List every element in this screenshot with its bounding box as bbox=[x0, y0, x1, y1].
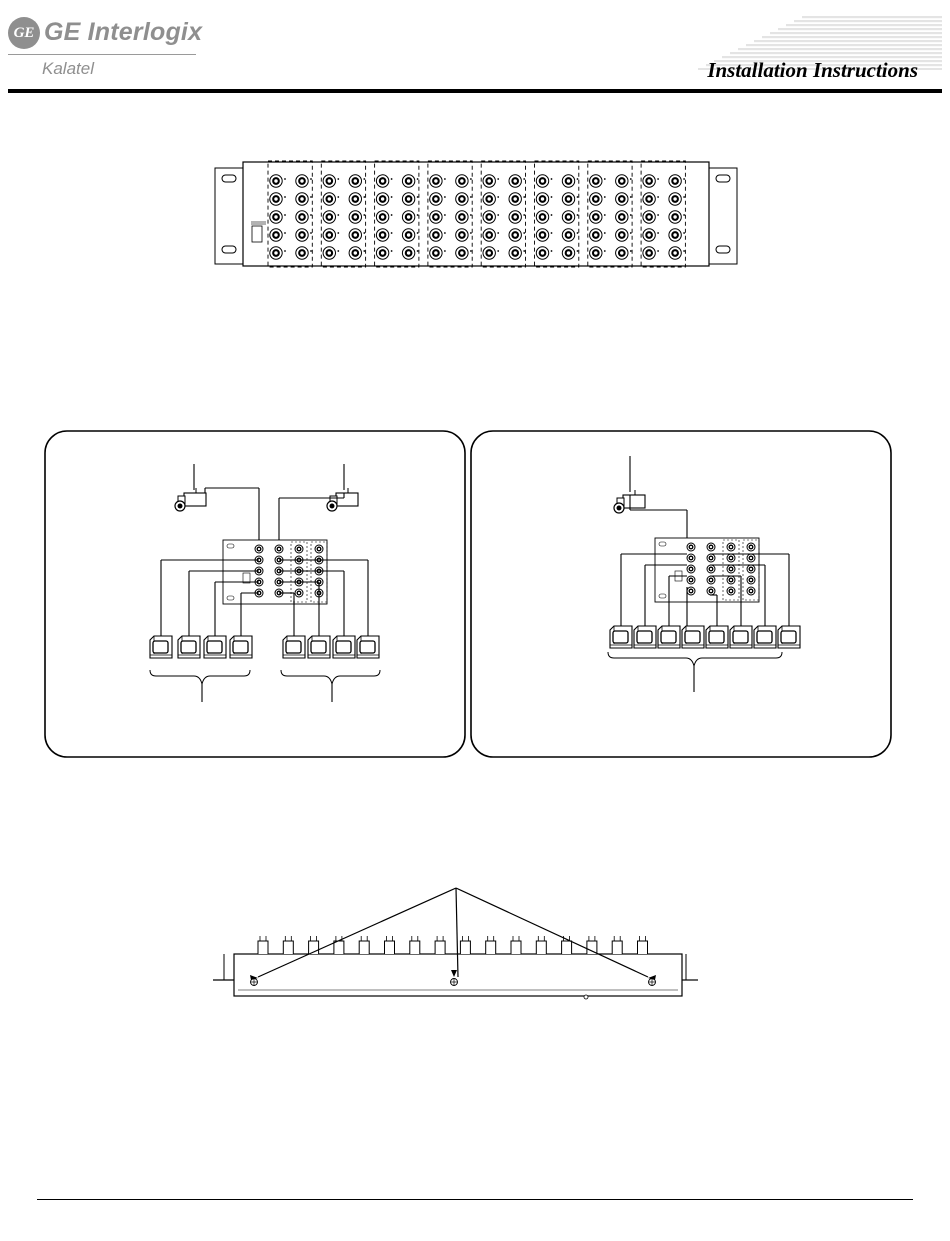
label-dot bbox=[363, 250, 365, 252]
label-dot bbox=[523, 178, 525, 180]
bnc-connector-icon bbox=[402, 247, 414, 259]
bnc-connector-icon bbox=[687, 554, 695, 562]
stripe-line bbox=[746, 44, 942, 46]
bnc-connector-icon bbox=[747, 576, 755, 584]
label-dot bbox=[470, 232, 472, 234]
label-dot bbox=[417, 196, 419, 198]
stripe-line bbox=[802, 16, 942, 18]
bnc-connector-icon bbox=[643, 175, 655, 187]
bnc-connector-icon bbox=[707, 587, 715, 595]
bnc-connector-icon bbox=[275, 545, 283, 553]
video-monitor-icon bbox=[204, 636, 226, 658]
distribution-panel bbox=[223, 540, 327, 604]
label-dot bbox=[363, 196, 365, 198]
bnc-connector-icon bbox=[376, 193, 388, 205]
bnc-connector-icon bbox=[707, 576, 715, 584]
video-monitor-icon bbox=[754, 626, 776, 648]
label-dot bbox=[577, 232, 579, 234]
bnc-connector-icon bbox=[349, 193, 361, 205]
bnc-connector-side-icon bbox=[359, 941, 369, 954]
bnc-connector-icon bbox=[616, 247, 628, 259]
bnc-connector-icon bbox=[687, 565, 695, 573]
label-dot bbox=[391, 196, 393, 198]
monitor-group-brace bbox=[608, 652, 782, 666]
label-dot bbox=[417, 250, 419, 252]
label-dot bbox=[577, 196, 579, 198]
bnc-connector-icon bbox=[747, 554, 755, 562]
brand-name: GE Interlogix bbox=[44, 18, 203, 46]
bnc-connector-icon bbox=[616, 193, 628, 205]
top-view-figure bbox=[208, 884, 698, 1004]
label-dot bbox=[310, 196, 312, 198]
bnc-connector-icon bbox=[509, 193, 521, 205]
wiring-diagram-left bbox=[44, 430, 468, 760]
label-dot bbox=[284, 250, 286, 252]
bnc-connector-icon bbox=[669, 211, 681, 223]
label-dot bbox=[551, 196, 553, 198]
bnc-connector-icon bbox=[727, 587, 735, 595]
bnc-connector-icon bbox=[456, 175, 468, 187]
mounting-slot bbox=[716, 175, 730, 182]
label-dot bbox=[497, 232, 499, 234]
bnc-connector-icon bbox=[376, 247, 388, 259]
bnc-connector-icon bbox=[430, 211, 442, 223]
stripe-line bbox=[754, 40, 942, 42]
bnc-connector-icon bbox=[296, 175, 308, 187]
label-dot bbox=[604, 250, 606, 252]
label-dot bbox=[470, 178, 472, 180]
stripe-line bbox=[730, 52, 942, 54]
video-monitor-icon bbox=[333, 636, 355, 658]
bnc-connector-icon bbox=[616, 211, 628, 223]
label-dot bbox=[657, 214, 659, 216]
mounting-slot bbox=[222, 246, 236, 253]
video-monitor-icon bbox=[682, 626, 704, 648]
label-dot bbox=[391, 214, 393, 216]
bnc-connector-icon bbox=[456, 193, 468, 205]
label-dot bbox=[284, 214, 286, 216]
video-monitor-icon bbox=[230, 636, 252, 658]
bnc-connector-icon bbox=[430, 193, 442, 205]
distribution-panel bbox=[655, 538, 759, 602]
label-dot bbox=[630, 250, 632, 252]
bnc-connector-icon bbox=[669, 175, 681, 187]
bnc-connector-icon bbox=[483, 193, 495, 205]
mounting-slot bbox=[222, 175, 236, 182]
document-title: Installation Instructions bbox=[707, 58, 918, 82]
label-dot bbox=[523, 196, 525, 198]
label-dot bbox=[683, 178, 685, 180]
chassis-body bbox=[243, 162, 709, 266]
bnc-connector-icon bbox=[295, 589, 303, 597]
video-monitor-icon bbox=[730, 626, 752, 648]
bnc-connector-icon bbox=[590, 193, 602, 205]
bnc-connector-icon bbox=[483, 247, 495, 259]
bnc-connector-icon bbox=[727, 576, 735, 584]
bnc-connector-icon bbox=[376, 175, 388, 187]
video-monitor-icon bbox=[706, 626, 728, 648]
label-dot bbox=[284, 196, 286, 198]
bnc-connector-icon bbox=[707, 565, 715, 573]
label-dot bbox=[337, 196, 339, 198]
bnc-connector-icon bbox=[590, 247, 602, 259]
label-dot bbox=[310, 250, 312, 252]
bnc-connector-icon bbox=[747, 587, 755, 595]
bnc-connector-icon bbox=[687, 576, 695, 584]
label-dot bbox=[470, 214, 472, 216]
bnc-connector-icon bbox=[376, 211, 388, 223]
bnc-connector-side-icon bbox=[385, 941, 395, 954]
header-rule bbox=[8, 89, 942, 93]
bnc-connector-icon bbox=[483, 175, 495, 187]
bnc-connector-icon bbox=[295, 545, 303, 553]
bnc-connector-icon bbox=[747, 565, 755, 573]
label-dot bbox=[551, 178, 553, 180]
stripe-line bbox=[738, 48, 942, 50]
bnc-connector-side-icon bbox=[460, 941, 470, 954]
bnc-connector-icon bbox=[296, 229, 308, 241]
label-dot bbox=[363, 232, 365, 234]
label-dot bbox=[470, 196, 472, 198]
bnc-connector-icon bbox=[669, 229, 681, 241]
label-dot bbox=[551, 250, 553, 252]
label-dot bbox=[630, 196, 632, 198]
bnc-connector-side-icon bbox=[334, 941, 344, 954]
bnc-connector-icon bbox=[349, 247, 361, 259]
bnc-connector-icon bbox=[483, 229, 495, 241]
bnc-connector-icon bbox=[270, 247, 282, 259]
bnc-connector-side-icon bbox=[536, 941, 546, 954]
bnc-connector-icon bbox=[536, 193, 548, 205]
bnc-connector-icon bbox=[687, 543, 695, 551]
bnc-connector-icon bbox=[562, 193, 574, 205]
bnc-connector-icon bbox=[349, 175, 361, 187]
bnc-connector-icon bbox=[643, 247, 655, 259]
bnc-connector-icon bbox=[562, 229, 574, 241]
label-dot bbox=[497, 214, 499, 216]
label-dot bbox=[337, 232, 339, 234]
label-dot bbox=[310, 232, 312, 234]
bnc-connector-side-icon bbox=[638, 941, 648, 954]
ge-interlogix-logo bbox=[8, 14, 203, 86]
label-dot bbox=[577, 250, 579, 252]
cctv-camera-icon bbox=[327, 488, 358, 511]
label-dot bbox=[417, 178, 419, 180]
label-dot bbox=[444, 214, 446, 216]
label-dot bbox=[391, 232, 393, 234]
mounting-slot bbox=[716, 246, 730, 253]
label-dot bbox=[683, 250, 685, 252]
bnc-connector-icon bbox=[270, 229, 282, 241]
label-dot bbox=[444, 250, 446, 252]
bnc-connector-icon bbox=[590, 175, 602, 187]
label-dot bbox=[657, 250, 659, 252]
label-dot bbox=[551, 232, 553, 234]
bnc-connector-icon bbox=[430, 229, 442, 241]
label-dot bbox=[657, 178, 659, 180]
bnc-connector-icon bbox=[456, 229, 468, 241]
bnc-connector-icon bbox=[376, 229, 388, 241]
sub-brand-name: Kalatel bbox=[42, 59, 94, 78]
logo-divider bbox=[8, 54, 196, 55]
bnc-connector-icon bbox=[727, 543, 735, 551]
bnc-connector-icon bbox=[669, 247, 681, 259]
label-dot bbox=[284, 178, 286, 180]
label-dot bbox=[604, 214, 606, 216]
label-dot bbox=[604, 196, 606, 198]
bnc-connector-icon bbox=[402, 175, 414, 187]
label-dot bbox=[604, 178, 606, 180]
bnc-connector-icon bbox=[402, 211, 414, 223]
label-dot bbox=[444, 196, 446, 198]
bnc-connector-icon bbox=[536, 211, 548, 223]
monitor-group-brace bbox=[281, 670, 380, 684]
bnc-connector-side-icon bbox=[562, 941, 572, 954]
bnc-connector-icon bbox=[707, 554, 715, 562]
label-dot bbox=[523, 214, 525, 216]
bnc-connector-icon bbox=[616, 175, 628, 187]
bnc-connector-icon bbox=[536, 247, 548, 259]
bnc-connector-icon bbox=[562, 247, 574, 259]
label-dot bbox=[444, 178, 446, 180]
label-dot bbox=[470, 250, 472, 252]
bnc-connector-icon bbox=[456, 211, 468, 223]
cctv-camera-icon bbox=[175, 488, 206, 511]
label-dot bbox=[337, 214, 339, 216]
bnc-connector-icon bbox=[509, 247, 521, 259]
bnc-connector-icon bbox=[349, 211, 361, 223]
label-dot bbox=[497, 250, 499, 252]
bnc-connector-icon bbox=[270, 175, 282, 187]
bnc-connector-icon bbox=[687, 587, 695, 595]
bnc-connector-icon bbox=[270, 193, 282, 205]
bnc-connector-icon bbox=[669, 193, 681, 205]
front-panel-figure bbox=[214, 160, 742, 270]
bnc-connector-icon bbox=[456, 247, 468, 259]
label-dot bbox=[630, 232, 632, 234]
bnc-connector-icon bbox=[402, 229, 414, 241]
bnc-connector-side-icon bbox=[612, 941, 622, 954]
video-monitor-icon bbox=[658, 626, 680, 648]
bnc-connector-icon bbox=[727, 554, 735, 562]
bnc-connector-side-icon bbox=[283, 941, 293, 954]
wiring-diagram-right bbox=[470, 430, 894, 760]
bnc-connector-icon bbox=[727, 565, 735, 573]
foot-mark bbox=[584, 995, 588, 999]
bnc-connector-icon bbox=[509, 175, 521, 187]
bnc-connector-icon bbox=[643, 193, 655, 205]
video-monitor-icon bbox=[634, 626, 656, 648]
bnc-connector-icon bbox=[430, 247, 442, 259]
bnc-connector-icon bbox=[707, 543, 715, 551]
bnc-connector-icon bbox=[296, 193, 308, 205]
label-dot bbox=[363, 178, 365, 180]
label-dot bbox=[630, 214, 632, 216]
label-dot bbox=[683, 232, 685, 234]
label-dot bbox=[577, 178, 579, 180]
label-dot bbox=[657, 196, 659, 198]
bnc-connector-icon bbox=[323, 229, 335, 241]
bnc-connector-side-icon bbox=[435, 941, 445, 954]
label-dot bbox=[551, 214, 553, 216]
bnc-connector-side-icon bbox=[511, 941, 521, 954]
label-dot bbox=[497, 196, 499, 198]
video-monitor-icon bbox=[610, 626, 632, 648]
monitor-group-brace bbox=[150, 670, 250, 684]
bnc-connector-icon bbox=[323, 193, 335, 205]
stripe-line bbox=[794, 20, 942, 22]
label-dot bbox=[284, 232, 286, 234]
label-dot bbox=[523, 232, 525, 234]
label-dot bbox=[310, 178, 312, 180]
bnc-connector-icon bbox=[590, 211, 602, 223]
video-monitor-icon bbox=[357, 636, 379, 658]
bnc-connector-icon bbox=[323, 211, 335, 223]
bnc-connector-icon bbox=[536, 175, 548, 187]
bnc-connector-icon bbox=[562, 211, 574, 223]
bnc-connector-icon bbox=[509, 211, 521, 223]
video-monitor-icon bbox=[308, 636, 330, 658]
video-monitor-icon bbox=[150, 636, 172, 658]
label-dot bbox=[630, 178, 632, 180]
label-dot bbox=[363, 214, 365, 216]
label-dot bbox=[391, 178, 393, 180]
bnc-connector-icon bbox=[296, 247, 308, 259]
label-dot bbox=[683, 214, 685, 216]
bnc-connector-icon bbox=[616, 229, 628, 241]
bnc-connector-icon bbox=[323, 247, 335, 259]
label-dot bbox=[417, 214, 419, 216]
bnc-connector-icon bbox=[590, 229, 602, 241]
label-dot bbox=[417, 232, 419, 234]
video-monitor-icon bbox=[283, 636, 305, 658]
label-dot bbox=[337, 250, 339, 252]
label-dot bbox=[444, 232, 446, 234]
bnc-connector-icon bbox=[255, 545, 263, 553]
label-dot bbox=[391, 250, 393, 252]
bnc-connector-side-icon bbox=[410, 941, 420, 954]
bnc-connector-icon bbox=[349, 229, 361, 241]
video-monitor-icon bbox=[778, 626, 800, 648]
label-dot bbox=[523, 250, 525, 252]
label-dot bbox=[577, 214, 579, 216]
video-monitor-icon bbox=[178, 636, 200, 658]
bnc-connector-icon bbox=[270, 211, 282, 223]
bnc-connector-icon bbox=[483, 211, 495, 223]
label-dot bbox=[337, 178, 339, 180]
stripe-line bbox=[770, 32, 942, 34]
bnc-connector-icon bbox=[296, 211, 308, 223]
bnc-connector-icon bbox=[643, 211, 655, 223]
bnc-connector-icon bbox=[430, 175, 442, 187]
bnc-connector-icon bbox=[402, 193, 414, 205]
stripe-line bbox=[778, 28, 942, 30]
bnc-connector-side-icon bbox=[486, 941, 496, 954]
bnc-connector-icon bbox=[509, 229, 521, 241]
label-dot bbox=[497, 178, 499, 180]
stripe-line bbox=[762, 36, 942, 38]
bnc-connector-icon bbox=[643, 229, 655, 241]
label-dot bbox=[604, 232, 606, 234]
label-dot bbox=[683, 196, 685, 198]
ge-monogram-icon: GE bbox=[8, 17, 40, 49]
label-dot bbox=[657, 232, 659, 234]
bnc-connector-icon bbox=[747, 543, 755, 551]
bnc-connector-icon bbox=[323, 175, 335, 187]
bnc-connector-icon bbox=[315, 545, 323, 553]
stripe-line bbox=[786, 24, 942, 26]
bnc-connector-side-icon bbox=[258, 941, 268, 954]
footer-rule bbox=[37, 1199, 913, 1200]
bnc-connector-icon bbox=[562, 175, 574, 187]
label-dot bbox=[310, 214, 312, 216]
bnc-connector-icon bbox=[536, 229, 548, 241]
